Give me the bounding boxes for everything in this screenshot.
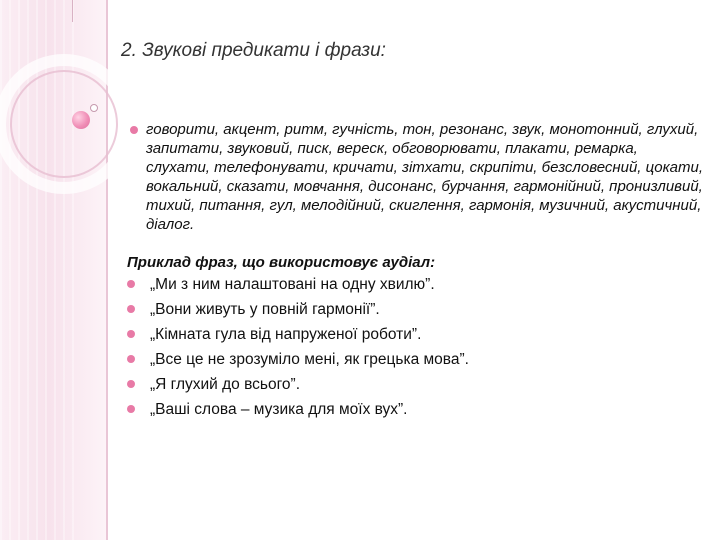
examples-heading: Приклад фраз, що використовує аудіал: (127, 254, 436, 271)
bullet-icon (130, 126, 138, 134)
list-item (126, 272, 705, 297)
example-text: „Я глухий до всього”. (150, 376, 301, 393)
examples-list (126, 272, 705, 422)
example-text: „Ми з ним налаштовані на одну хвилю”. (150, 276, 435, 293)
decorative-ring-inner (10, 70, 118, 178)
predicates-paragraph (130, 120, 705, 234)
bullet-icon (127, 305, 135, 313)
list-item (126, 322, 705, 347)
decorative-pink-dot (72, 111, 90, 129)
example-text: „Все це не зрозуміло мені, як грецька мова”. (150, 351, 469, 368)
bullet-icon (127, 280, 135, 288)
bullet-icon (127, 380, 135, 388)
bullet-icon (127, 355, 135, 363)
list-item (126, 297, 705, 322)
slide-content (127, 120, 705, 422)
bullet-icon (127, 405, 135, 413)
decorative-small-dot (90, 104, 98, 112)
example-text: „Ваші слова – музика для моїх вух”. (150, 401, 408, 418)
list-item (126, 397, 705, 422)
predicates-text: говорити, акцент, ритм, гучність, тон, резонанс, звук, монотонний, глухий, запитати, звуковий, писк, вереск, обговорювати, плакати, ремарка, слухати, телефонувати, кричати, зітхати, скрипіти, безсловесний, цокати, вокальний, сказати, мовчання, дисонанс, бурчання, гармонійний, пронизливий, тихий, питання, гул, мелодійний, скиглення, гармонія, музичний, акустичний, діалог. (146, 121, 703, 233)
bullet-icon (127, 330, 135, 338)
list-item (126, 347, 705, 372)
example-text: „Кімната гула від напруженої роботи”. (150, 326, 422, 343)
list-item (126, 372, 705, 397)
slide-title: 2. Звукові предикати і фрази: (121, 40, 386, 61)
decorative-line (72, 0, 73, 22)
example-text: „Вони живуть у повній гармонії”. (150, 301, 380, 318)
